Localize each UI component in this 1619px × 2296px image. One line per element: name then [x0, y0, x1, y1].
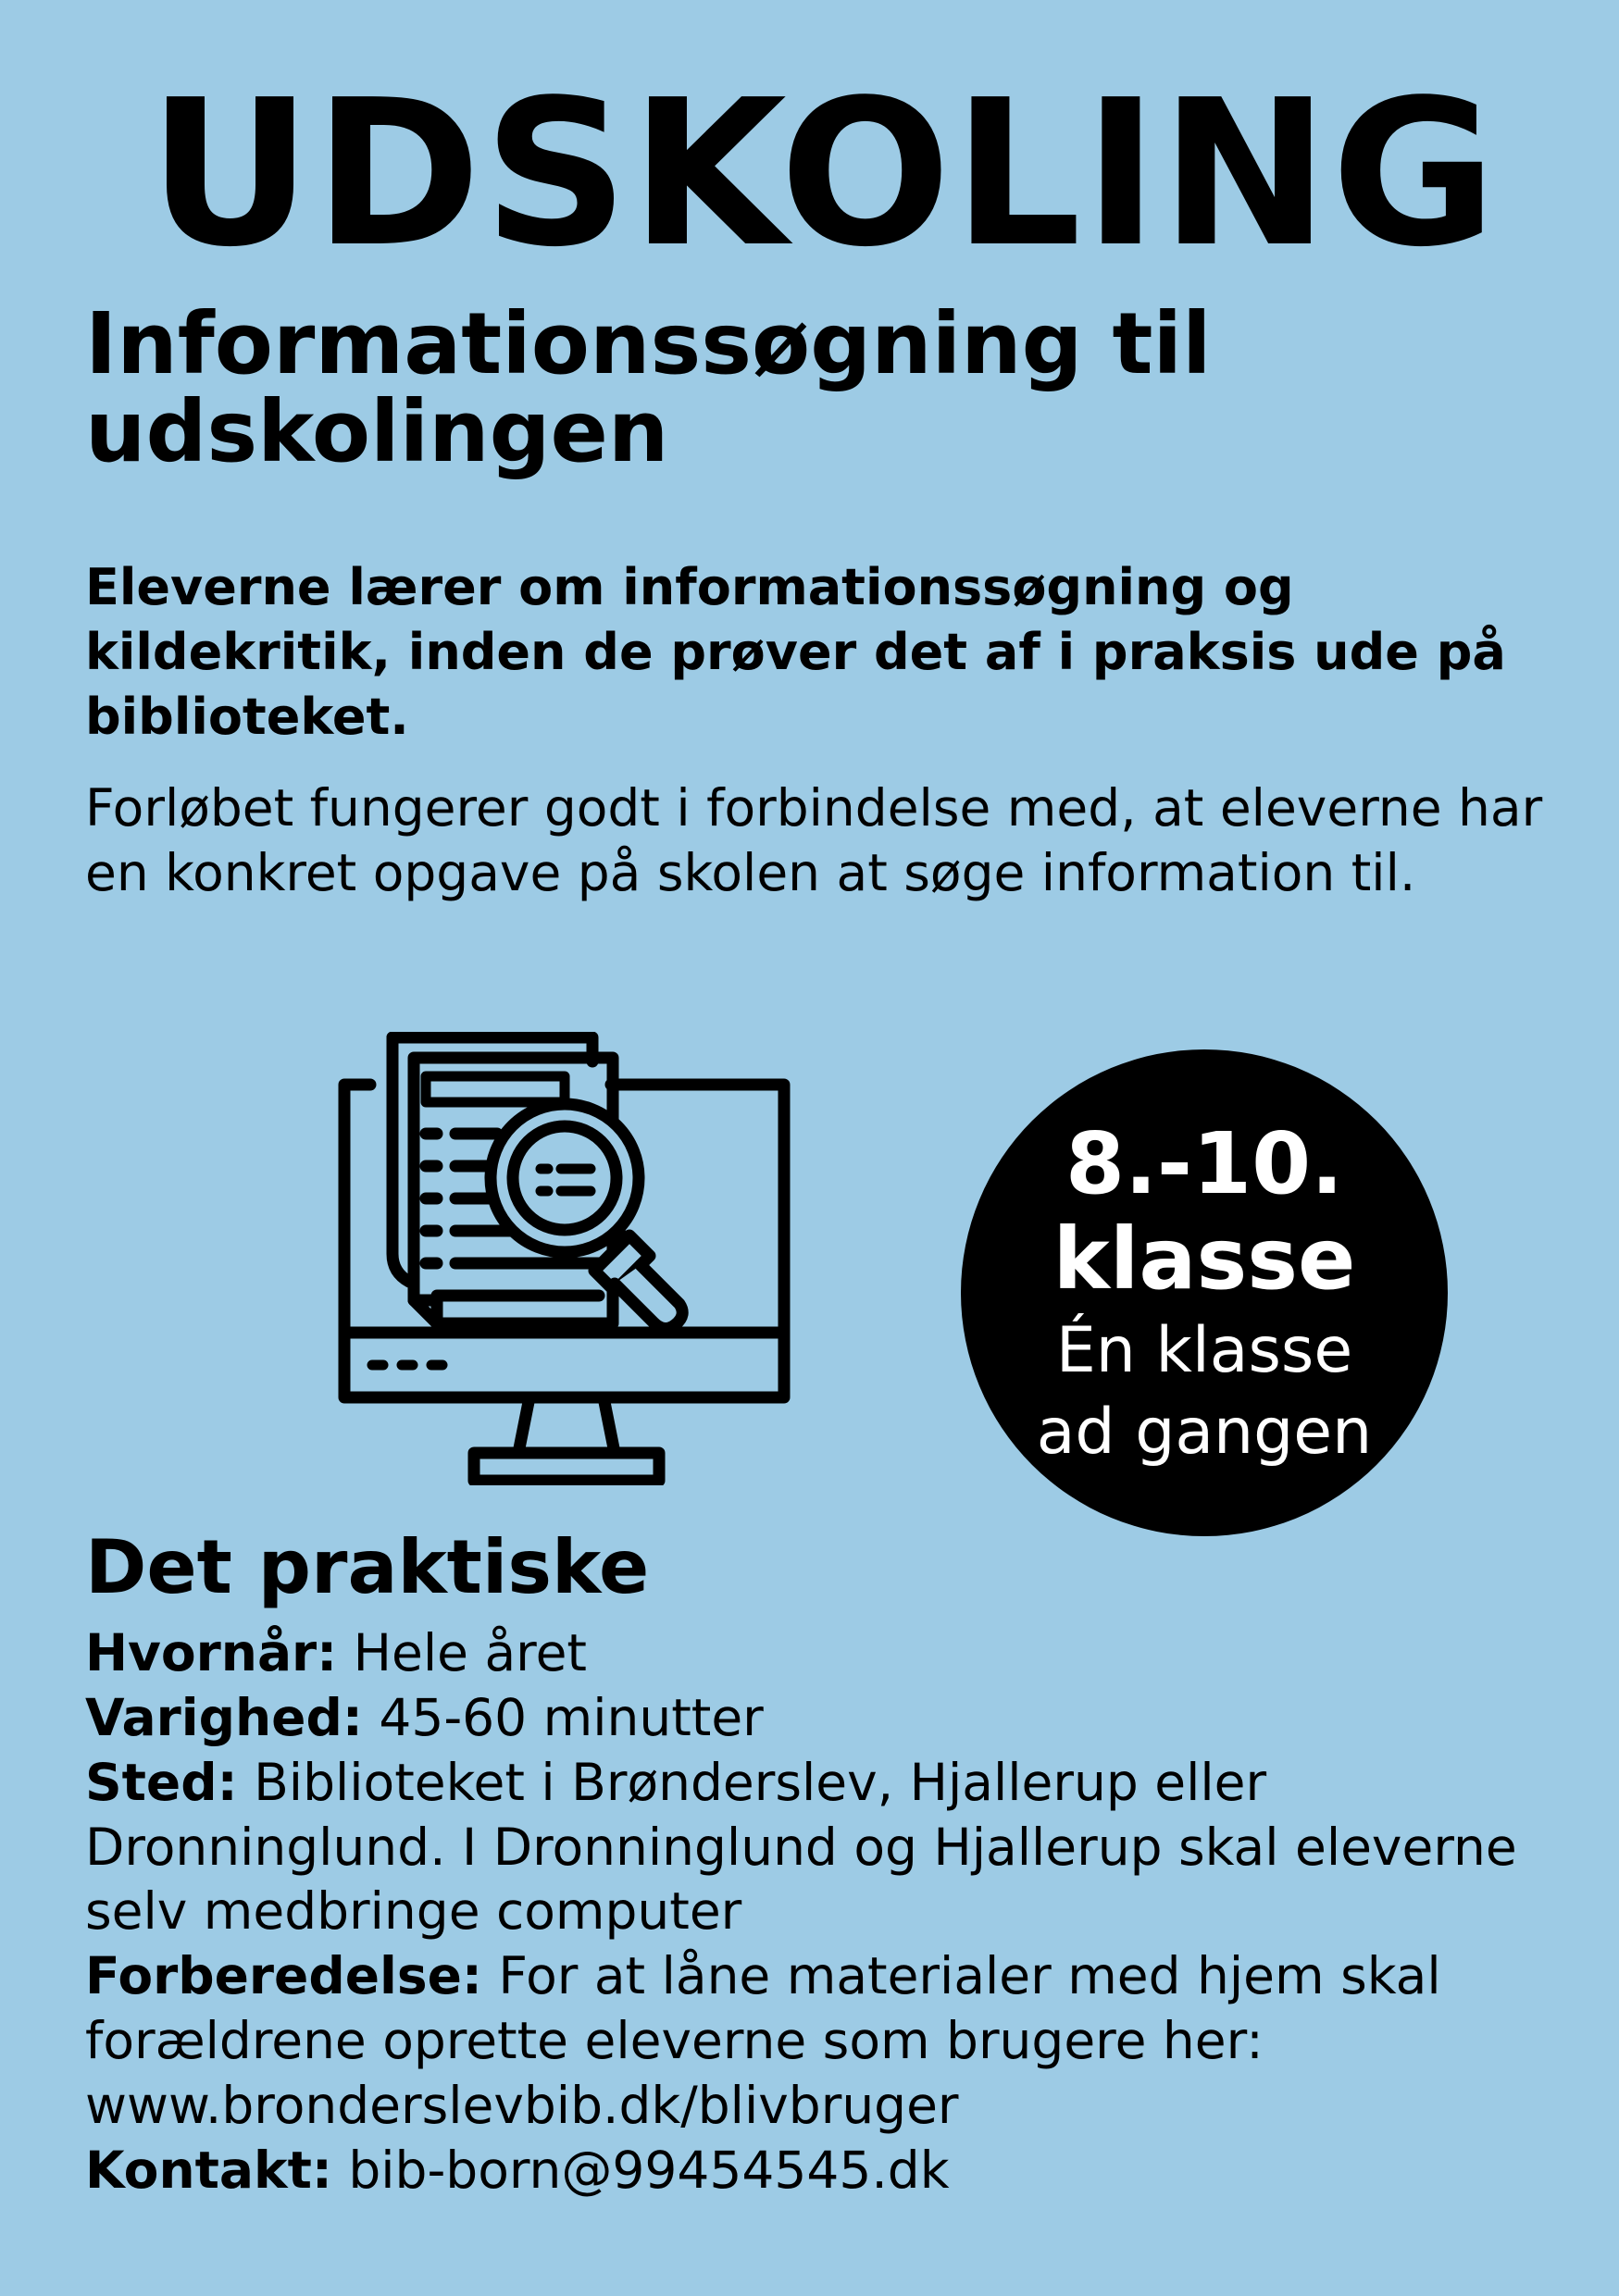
- when-label: Hvornår:: [85, 1623, 338, 1682]
- grade-badge: [961, 1049, 1448, 1536]
- badge-note-line2: ad gangen: [1036, 1396, 1373, 1470]
- duration-value: 45-60 minutter: [379, 1687, 764, 1747]
- contact-value: bib-born@99454545.dk: [348, 2140, 950, 2200]
- preparation-row: [85, 1944, 1585, 2139]
- badge-grade-range: 8.-10.: [1065, 1113, 1344, 1213]
- practical-heading: Det praktiske: [85, 1524, 650, 1610]
- page-title: UDSKOLING: [148, 57, 1499, 292]
- when-row: [85, 1621, 1585, 1686]
- subtitle: Informationssøgning til udskolingen: [85, 294, 1212, 481]
- computer-document-magnifier-icon: [335, 1032, 798, 1485]
- when-value: Hele året: [353, 1623, 587, 1682]
- place-label: Sted:: [85, 1752, 238, 1812]
- preparation-value: For at låne materialer med hjem skal forældrene oprette eleverne som brugere her: www.bronderslevbib.dk/blivbruger: [85, 1946, 1441, 2135]
- contact-row: [85, 2139, 1585, 2203]
- lead-paragraph: Eleverne lærer om informationssøgning og kildekritik, inden de prøver det af i praksis ude på biblioteket.: [85, 558, 1506, 747]
- preparation-label: Forberedelse:: [85, 1946, 482, 2006]
- duration-row: [85, 1686, 1585, 1751]
- body-paragraph: Forløbet fungerer godt i forbindelse med, at eleverne har en konkret opgave på skolen at søge information til.: [85, 778, 1543, 903]
- contact-label: Kontakt:: [85, 2140, 332, 2200]
- badge-note-line1: Én klasse: [1055, 1313, 1353, 1387]
- place-value: Biblioteket i Brønderslev, Hjallerup eller Dronninglund. I Dronninglund og Hjallerup skal eleverne selv medbringe computer: [85, 1752, 1517, 1942]
- badge-grade-label: klasse: [1052, 1209, 1356, 1309]
- place-row: [85, 1751, 1585, 1945]
- duration-label: Varighed:: [85, 1687, 363, 1747]
- practical-details: [85, 1621, 1585, 2203]
